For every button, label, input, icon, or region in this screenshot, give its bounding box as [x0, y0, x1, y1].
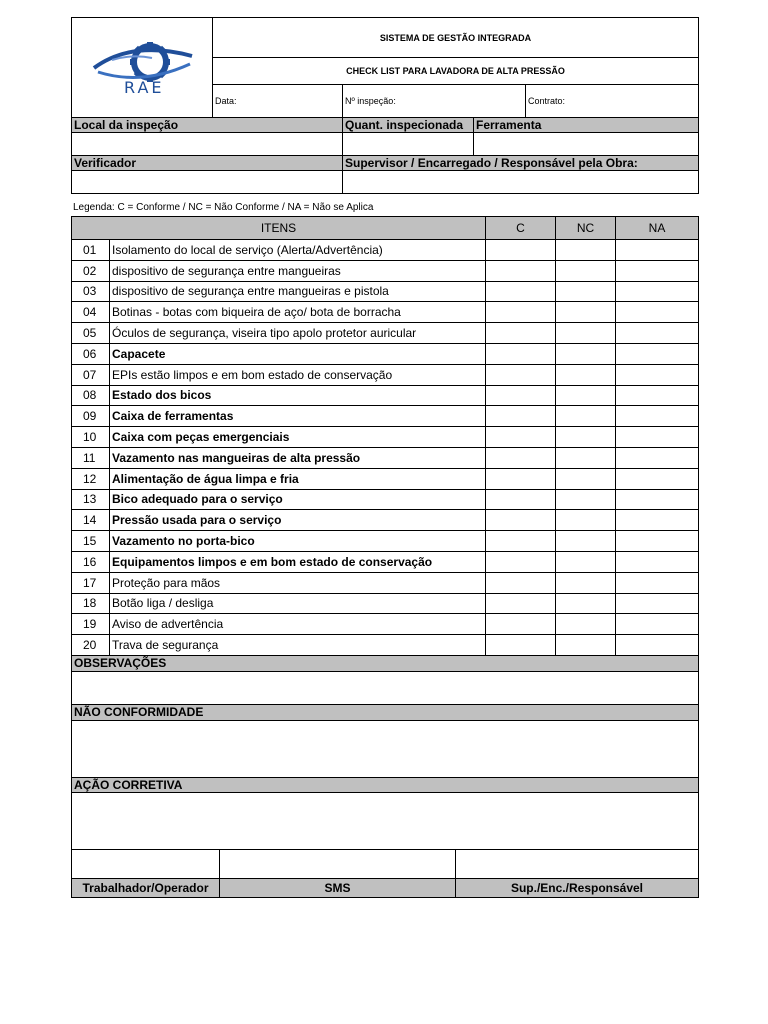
item-text: Caixa de ferramentas — [110, 406, 486, 427]
item-na-check[interactable] — [616, 281, 699, 302]
item-c-check[interactable] — [486, 614, 556, 635]
company-logo — [72, 18, 213, 118]
item-number: 06 — [72, 343, 110, 364]
item-nc-check[interactable] — [556, 260, 616, 281]
item-nc-check[interactable] — [556, 551, 616, 572]
item-c-check[interactable] — [486, 593, 556, 614]
item-na-check[interactable] — [616, 406, 699, 427]
table-row — [72, 240, 699, 261]
item-text: Vazamento nas mangueiras de alta pressão — [110, 447, 486, 468]
item-na-check[interactable] — [616, 572, 699, 593]
quant-input[interactable] — [343, 133, 474, 156]
item-text: EPIs estão limpos e em bom estado de conservação — [110, 364, 486, 385]
item-c-check[interactable] — [486, 364, 556, 385]
item-nc-check[interactable] — [556, 281, 616, 302]
item-number: 14 — [72, 510, 110, 531]
ferramenta-input[interactable] — [474, 133, 699, 156]
item-number: 09 — [72, 406, 110, 427]
col-itens-header: ITENS — [72, 217, 486, 240]
item-na-check[interactable] — [616, 240, 699, 261]
info-table — [71, 117, 699, 194]
table-row — [72, 302, 699, 323]
table-row — [72, 385, 699, 406]
item-text: Proteção para mãos — [110, 572, 486, 593]
table-row — [72, 593, 699, 614]
item-nc-check[interactable] — [556, 364, 616, 385]
table-row — [72, 260, 699, 281]
col-nc-header: NC — [556, 217, 616, 240]
table-row — [72, 468, 699, 489]
item-nc-check[interactable] — [556, 302, 616, 323]
item-text: Botinas - botas com biqueira de aço/ bota de borracha — [110, 302, 486, 323]
item-number: 07 — [72, 364, 110, 385]
table-row — [72, 531, 699, 552]
table-row — [72, 551, 699, 572]
table-row — [72, 489, 699, 510]
item-c-check[interactable] — [486, 281, 556, 302]
item-na-check[interactable] — [616, 302, 699, 323]
signature-table — [71, 849, 699, 898]
items-table — [71, 216, 699, 656]
item-c-check[interactable] — [486, 447, 556, 468]
item-na-check[interactable] — [616, 531, 699, 552]
observacoes-header: OBSERVAÇÕES — [72, 655, 699, 671]
item-text: dispositivo de segurança entre mangueiras e pistola — [110, 281, 486, 302]
contrato-field-label: Contrato: — [526, 85, 699, 118]
item-c-check[interactable] — [486, 572, 556, 593]
document-subtitle: CHECK LIST PARA LAVADORA DE ALTA PRESSÃO — [213, 58, 699, 85]
item-number: 18 — [72, 593, 110, 614]
item-number: 20 — [72, 635, 110, 656]
acao-corretiva-input[interactable] — [72, 792, 699, 849]
item-nc-check[interactable] — [556, 468, 616, 489]
item-text: Botão liga / desliga — [110, 593, 486, 614]
local-label: Local da inspeção — [72, 118, 343, 133]
item-nc-check[interactable] — [556, 447, 616, 468]
item-na-check[interactable] — [616, 614, 699, 635]
item-number: 16 — [72, 551, 110, 572]
item-text: Alimentação de água limpa e fria — [110, 468, 486, 489]
item-nc-check[interactable] — [556, 572, 616, 593]
sms-label: SMS — [220, 878, 456, 897]
header-table — [71, 17, 699, 118]
logo-text: RAE — [124, 78, 165, 97]
item-number: 08 — [72, 385, 110, 406]
col-na-header: NA — [616, 217, 699, 240]
item-na-check[interactable] — [616, 447, 699, 468]
item-text: dispositivo de segurança entre mangueiras — [110, 260, 486, 281]
col-c-header: C — [486, 217, 556, 240]
data-field-label: Data: — [213, 85, 343, 118]
supervisor-label: Supervisor / Encarregado / Responsável pela Obra: — [343, 156, 699, 171]
table-row — [72, 635, 699, 656]
item-c-check[interactable] — [486, 468, 556, 489]
item-na-check[interactable] — [616, 551, 699, 572]
item-na-check[interactable] — [616, 635, 699, 656]
item-nc-check[interactable] — [556, 531, 616, 552]
supervisor-input[interactable] — [343, 171, 699, 194]
item-number: 02 — [72, 260, 110, 281]
legend: Legenda: C = Conforme / NC = Não Conforme / NA = Não se Aplica — [73, 202, 374, 213]
supervisor-signature[interactable] — [456, 849, 699, 878]
item-number: 05 — [72, 323, 110, 344]
verificador-label: Verificador — [72, 156, 343, 171]
item-number: 01 — [72, 240, 110, 261]
sms-signature[interactable] — [220, 849, 456, 878]
checklist-sheet — [71, 17, 698, 898]
item-nc-check[interactable] — [556, 614, 616, 635]
item-text: Equipamentos limpos e em bom estado de conservação — [110, 551, 486, 572]
item-number: 11 — [72, 447, 110, 468]
table-row — [72, 406, 699, 427]
item-nc-check[interactable] — [556, 635, 616, 656]
table-row — [72, 427, 699, 448]
item-text: Trava de segurança — [110, 635, 486, 656]
table-row — [72, 323, 699, 344]
item-nc-check[interactable] — [556, 593, 616, 614]
item-na-check[interactable] — [616, 343, 699, 364]
item-na-check[interactable] — [616, 260, 699, 281]
quant-label: Quant. inspecionada — [343, 118, 474, 133]
item-c-check[interactable] — [486, 489, 556, 510]
ferramenta-label: Ferramenta — [474, 118, 699, 133]
item-text: Bico adequado para o serviço — [110, 489, 486, 510]
item-text: Aviso de advertência — [110, 614, 486, 635]
item-nc-check[interactable] — [556, 385, 616, 406]
item-number: 13 — [72, 489, 110, 510]
item-number: 17 — [72, 572, 110, 593]
item-text: Capacete — [110, 343, 486, 364]
item-c-check[interactable] — [486, 240, 556, 261]
nao-conformidade-input[interactable] — [72, 720, 699, 777]
item-nc-check[interactable] — [556, 323, 616, 344]
item-nc-check[interactable] — [556, 427, 616, 448]
document-title: SISTEMA DE GESTÃO INTEGRADA — [213, 18, 699, 58]
item-nc-check[interactable] — [556, 343, 616, 364]
local-input[interactable] — [72, 133, 343, 156]
item-c-check[interactable] — [486, 323, 556, 344]
item-na-check[interactable] — [616, 593, 699, 614]
item-number: 19 — [72, 614, 110, 635]
supervisor-sign-label: Sup./Enc./Responsável — [456, 878, 699, 897]
item-text: Óculos de segurança, viseira tipo apolo protetor auricular — [110, 323, 486, 344]
item-text: Vazamento no porta-bico — [110, 531, 486, 552]
item-number: 15 — [72, 531, 110, 552]
item-c-check[interactable] — [486, 260, 556, 281]
verificador-input[interactable] — [72, 171, 343, 194]
item-c-check[interactable] — [486, 551, 556, 572]
item-nc-check[interactable] — [556, 240, 616, 261]
item-nc-check[interactable] — [556, 406, 616, 427]
trabalhador-signature[interactable] — [72, 849, 220, 878]
sections-table — [71, 655, 699, 850]
item-c-check[interactable] — [486, 635, 556, 656]
item-c-check[interactable] — [486, 510, 556, 531]
acao-corretiva-header: AÇÃO CORRETIVA — [72, 777, 699, 792]
table-row — [72, 572, 699, 593]
table-row — [72, 364, 699, 385]
inspecao-field-label: Nº inspeção: — [343, 85, 526, 118]
table-row — [72, 614, 699, 635]
item-na-check[interactable] — [616, 385, 699, 406]
item-nc-check[interactable] — [556, 510, 616, 531]
trabalhador-label: Trabalhador/Operador — [72, 878, 220, 897]
item-na-check[interactable] — [616, 489, 699, 510]
table-row — [72, 281, 699, 302]
table-row — [72, 447, 699, 468]
item-c-check[interactable] — [486, 385, 556, 406]
item-na-check[interactable] — [616, 427, 699, 448]
gear-logo-icon — [72, 18, 213, 118]
item-c-check[interactable] — [486, 406, 556, 427]
item-na-check[interactable] — [616, 323, 699, 344]
item-c-check[interactable] — [486, 531, 556, 552]
item-c-check[interactable] — [486, 343, 556, 364]
item-number: 04 — [72, 302, 110, 323]
item-nc-check[interactable] — [556, 489, 616, 510]
item-na-check[interactable] — [616, 468, 699, 489]
table-row — [72, 510, 699, 531]
item-number: 12 — [72, 468, 110, 489]
item-text: Isolamento do local de serviço (Alerta/Advertência) — [110, 240, 486, 261]
item-text: Estado dos bicos — [110, 385, 486, 406]
item-c-check[interactable] — [486, 427, 556, 448]
nao-conformidade-header: NÃO CONFORMIDADE — [72, 704, 699, 720]
item-na-check[interactable] — [616, 364, 699, 385]
table-row — [72, 343, 699, 364]
item-c-check[interactable] — [486, 302, 556, 323]
observacoes-input[interactable] — [72, 671, 699, 704]
item-number: 03 — [72, 281, 110, 302]
item-na-check[interactable] — [616, 510, 699, 531]
item-text: Caixa com peças emergenciais — [110, 427, 486, 448]
item-number: 10 — [72, 427, 110, 448]
item-text: Pressão usada para o serviço — [110, 510, 486, 531]
